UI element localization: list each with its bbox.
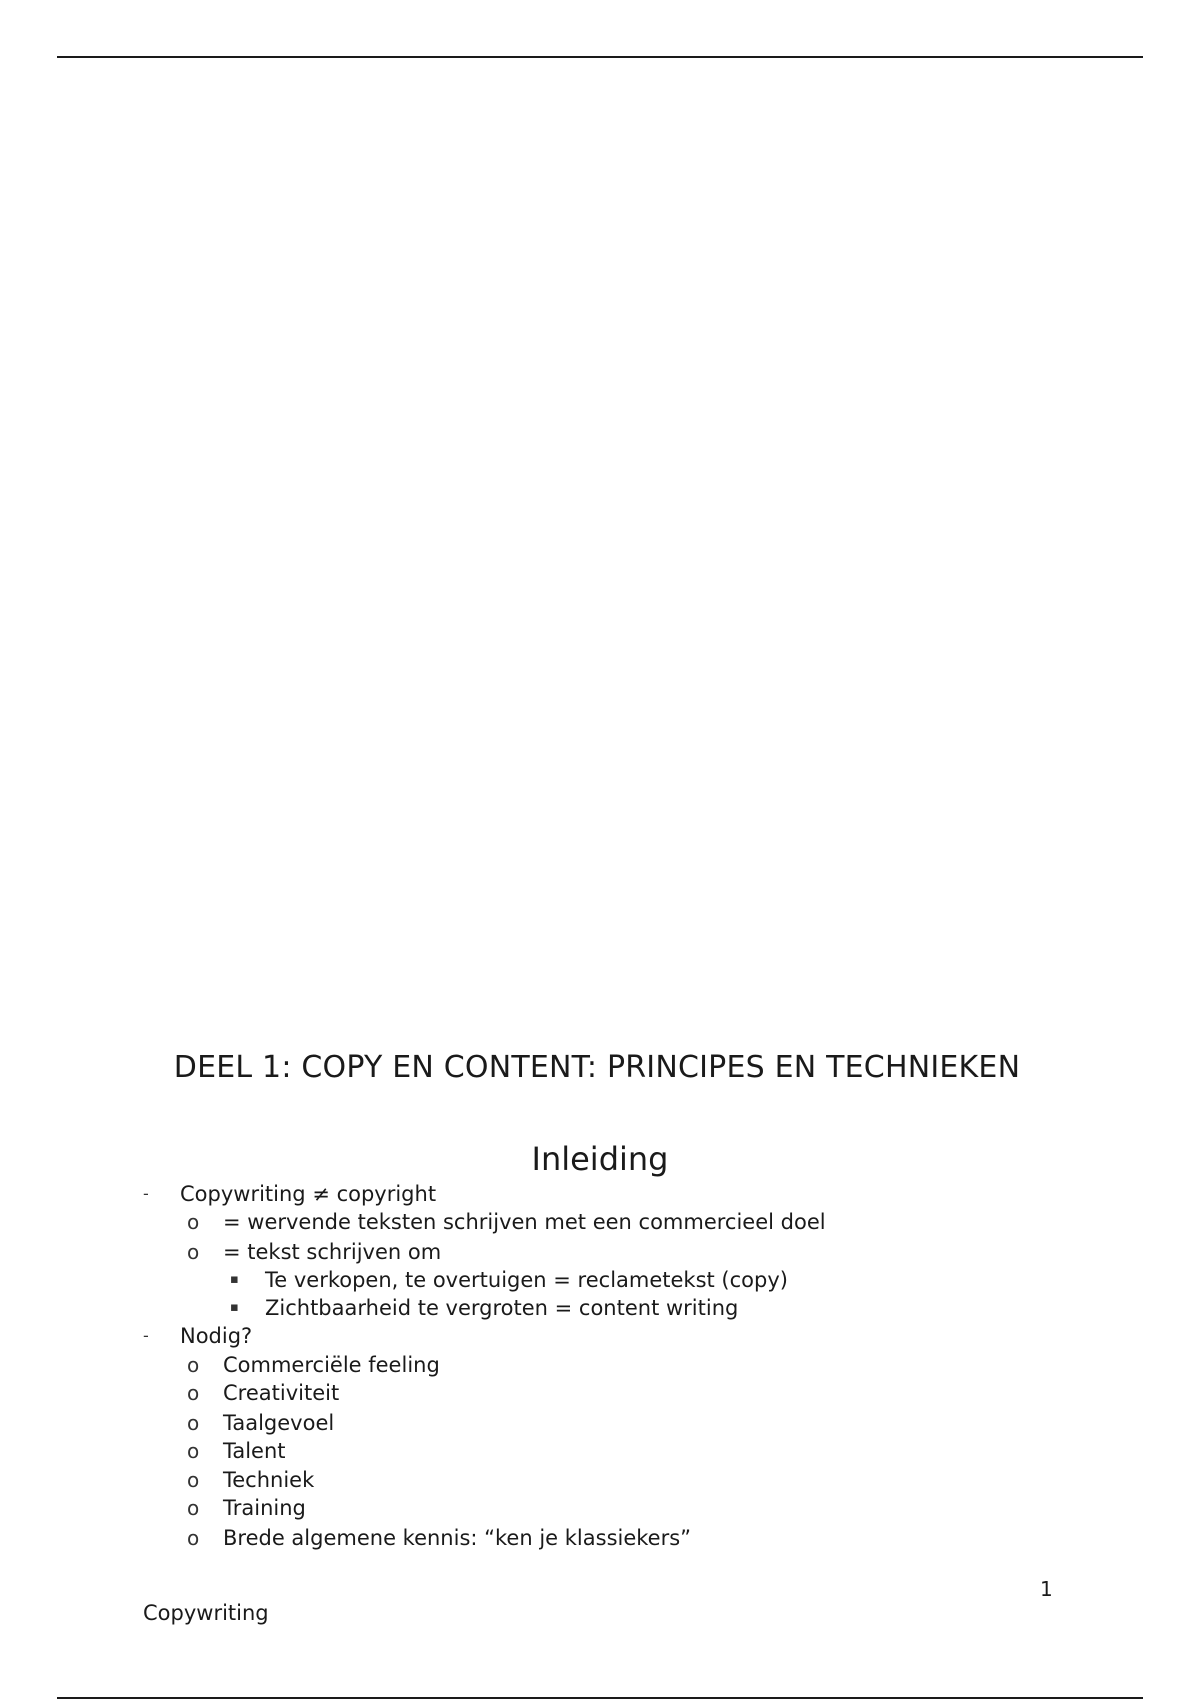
page-number: 1: [1040, 1577, 1053, 1601]
item-text: Techniek: [223, 1468, 315, 1492]
item-text: Taalgevoel: [223, 1411, 335, 1435]
item-text: = wervende teksten schrijven met een commercieel doel: [223, 1210, 826, 1234]
item-text: Creativiteit: [223, 1381, 340, 1405]
footer-rule: [57, 1697, 1143, 1699]
item-text: Talent: [223, 1439, 286, 1463]
circle-bullet: o: [187, 1411, 200, 1435]
item-text: Brede algemene kennis: “ken je klassiekers”: [223, 1526, 692, 1550]
circle-bullet: o: [187, 1381, 200, 1405]
item-text: = tekst schrijven om: [223, 1240, 442, 1264]
item-text: Nodig?: [180, 1324, 253, 1348]
square-bullet: ▪: [230, 1300, 239, 1315]
dash-bullet: -: [143, 1184, 149, 1203]
circle-bullet: o: [187, 1468, 200, 1492]
item-text: Zichtbaarheid te vergroten = content writing: [265, 1296, 739, 1320]
section-title: Inleiding: [531, 1140, 669, 1178]
circle-bullet: o: [187, 1210, 200, 1234]
item-text: Te verkopen, te overtuigen = reclametekst (copy): [265, 1268, 788, 1292]
dash-bullet: -: [143, 1326, 149, 1345]
header-rule: [57, 56, 1143, 58]
footer-label: Copywriting: [143, 1601, 269, 1625]
circle-bullet: o: [187, 1353, 200, 1377]
circle-bullet: o: [187, 1526, 200, 1550]
item-text: Copywriting ≠ copyright: [180, 1182, 437, 1206]
item-text: Training: [223, 1496, 306, 1520]
circle-bullet: o: [187, 1240, 200, 1264]
part-title: DEEL 1: COPY EN CONTENT: PRINCIPES EN TECHNIEKEN: [173, 1050, 1021, 1085]
circle-bullet: o: [187, 1496, 200, 1520]
item-text: Commerciële feeling: [223, 1353, 440, 1377]
circle-bullet: o: [187, 1439, 200, 1463]
square-bullet: ▪: [230, 1272, 239, 1287]
